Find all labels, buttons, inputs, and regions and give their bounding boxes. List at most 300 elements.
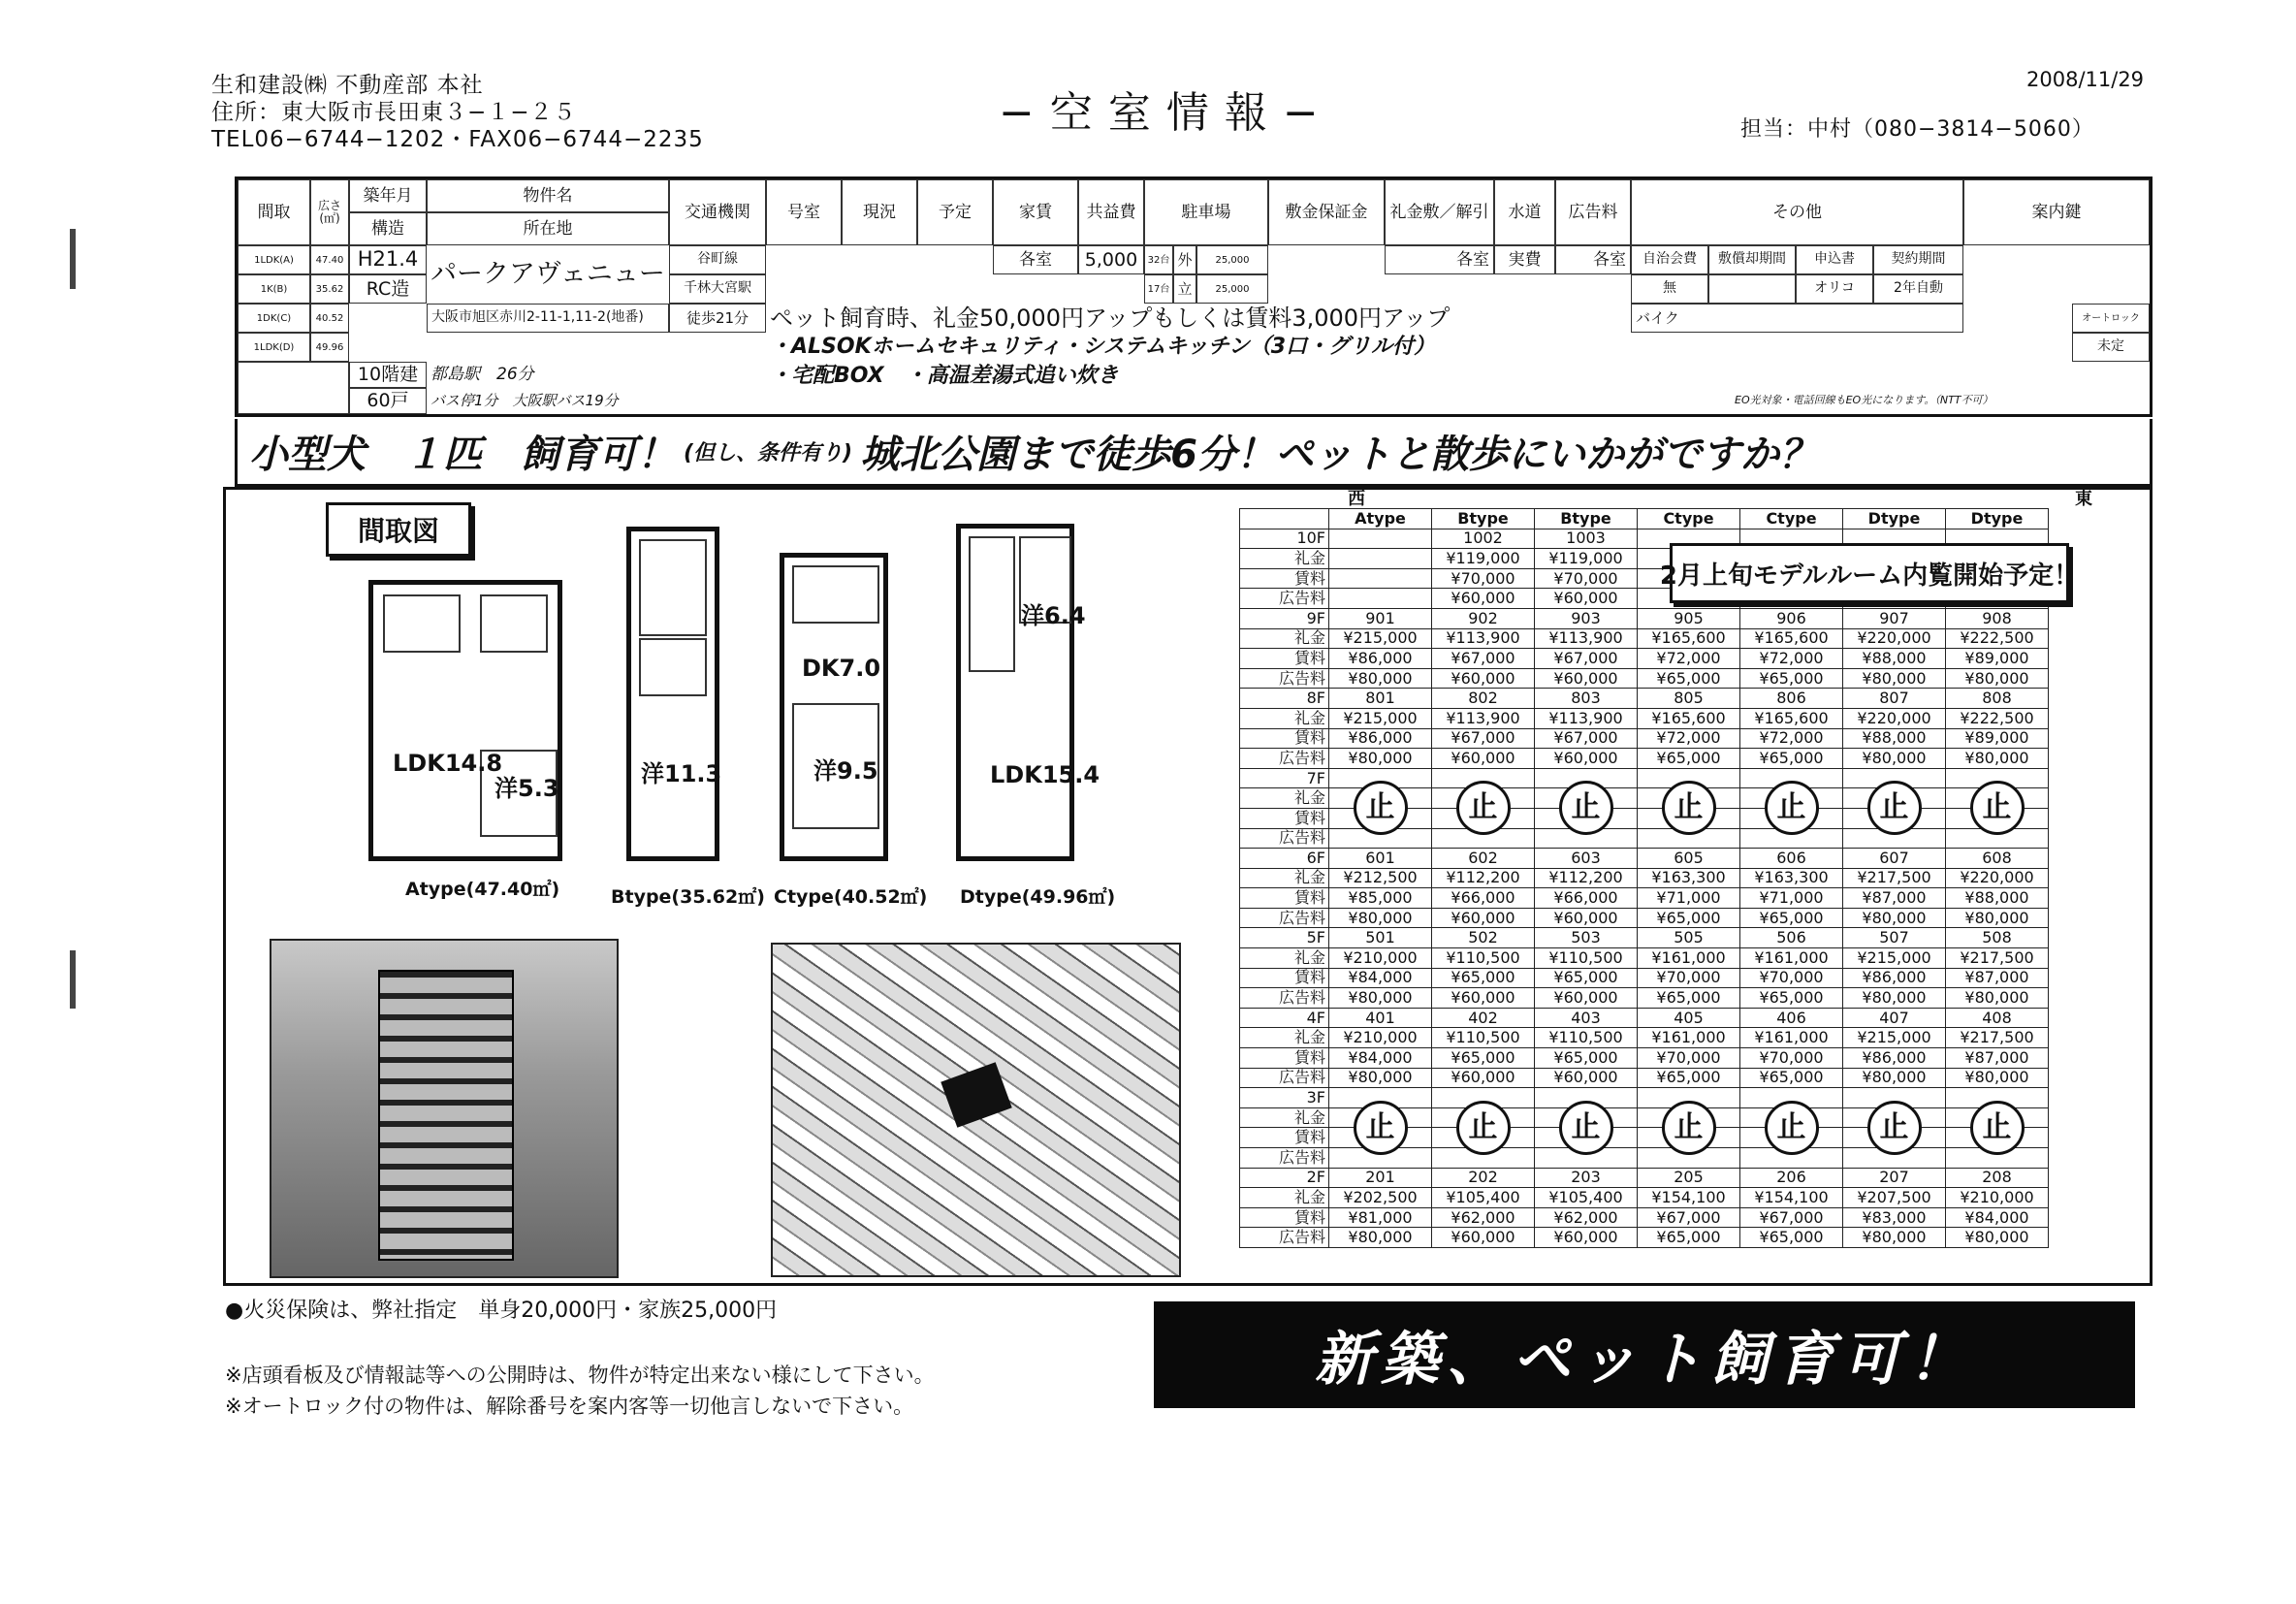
row-label: 広告料	[1240, 668, 1329, 689]
price-cell: ¥70,000	[1740, 968, 1843, 988]
pet-headline	[235, 419, 2152, 487]
company-name: 生和建設㈱ 不動産部 本社	[211, 73, 484, 98]
row-label: 賃料	[1240, 728, 1329, 749]
price-cell: ¥65,000	[1638, 1068, 1740, 1088]
price-cell: ¥80,000	[1843, 988, 1946, 1009]
price-cell: ¥80,000	[1946, 908, 2049, 928]
floorplan-c-label-1: DK7.0	[802, 655, 881, 682]
eo-notice: EO光対象・電話回線もEO光になります。（NTT不可）	[1735, 394, 1993, 407]
vacancy-row	[1240, 768, 2049, 788]
room-number: 201	[1329, 1168, 1432, 1188]
walk-time: 徒歩21分	[669, 304, 766, 333]
row-label: 広告料	[1240, 828, 1329, 849]
note-1: ※店頭看板及び情報誌等への公開時は、物件が特定出来ない様にして下さい。	[225, 1363, 935, 1387]
row-label: 賃料	[1240, 808, 1329, 828]
floorplan-b-caption: Btype(35.62㎡)	[611, 886, 765, 908]
floorplan-a-caption: Atype(47.40㎡)	[405, 879, 560, 900]
no-vacancy-stamp: 止	[1970, 781, 2025, 835]
room-number: 1003	[1535, 529, 1638, 549]
price-cell: ¥65,000	[1740, 749, 1843, 769]
pet-condition: ペット飼育時、礼金50,000円アップもしくは賃料3,000円アップ	[770, 304, 1451, 332]
header-other: その他	[1631, 179, 1963, 245]
price-cell: ¥217,500	[1946, 1028, 2049, 1048]
vacancy-row	[1240, 928, 2049, 948]
vacancy-row	[1240, 608, 2049, 628]
row-label: 礼金	[1240, 708, 1329, 728]
price-cell: ¥70,000	[1535, 568, 1638, 589]
price-cell: ¥161,000	[1638, 948, 1740, 969]
room-number: 603	[1535, 849, 1638, 869]
price-cell: ¥60,000	[1432, 668, 1535, 689]
price-cell: ¥215,000	[1329, 708, 1432, 728]
company-address: 住所：東大阪市長田東３−１−２５	[211, 100, 577, 125]
vacancy-row	[1240, 689, 2049, 709]
common-fee: 5,000	[1078, 245, 1144, 274]
price-cell: ¥65,000	[1638, 908, 1740, 928]
price-cell: ¥70,000	[1638, 1048, 1740, 1069]
row-label: 賃料	[1240, 968, 1329, 988]
scan-mark	[70, 950, 76, 1009]
price-cell: ¥210,000	[1946, 1188, 2049, 1208]
price-cell: ¥88,000	[1946, 888, 2049, 909]
room-number: 903	[1535, 608, 1638, 628]
floor-label: 7F	[1240, 768, 1329, 788]
price-cell: ¥154,100	[1638, 1188, 1740, 1208]
page-title: −空室情報−	[999, 88, 1334, 138]
vacancy-row	[1240, 1207, 2049, 1228]
promo-banner: 新築、ペット飼育可！	[1154, 1301, 2135, 1408]
vacancy-row	[1240, 1228, 2049, 1248]
room-number: 905	[1638, 608, 1740, 628]
price-cell: ¥84,000	[1329, 1048, 1432, 1069]
price-cell: ¥215,000	[1329, 628, 1432, 649]
structure: RC造	[349, 274, 427, 304]
price-cell: ¥80,000	[1946, 749, 2049, 769]
price-cell: ¥80,000	[1843, 1228, 1946, 1248]
price-cell: ¥119,000	[1535, 549, 1638, 569]
row-label: 賃料	[1240, 1207, 1329, 1228]
floor-count: 10階建	[349, 362, 427, 388]
vacancy-row	[1240, 868, 2049, 888]
floor-label: 3F	[1240, 1088, 1329, 1108]
headline-tail: 城北公園まで徒歩6分！ペットと散歩にいかがですか？	[860, 433, 1818, 477]
note-2: ※オートロック付の物件は、解除番号を案内客等一切他言しないで下さい。	[225, 1395, 914, 1418]
room-number: 801	[1329, 689, 1432, 709]
row-label: 賃料	[1240, 888, 1329, 909]
scan-mark	[70, 229, 76, 289]
price-cell: ¥220,000	[1843, 708, 1946, 728]
price-cell: ¥80,000	[1329, 1228, 1432, 1248]
price-cell: ¥65,000	[1740, 668, 1843, 689]
property-info-table	[235, 176, 2152, 417]
floorplan-d-caption: Dtype(49.96㎡)	[960, 886, 1116, 908]
price-cell: ¥110,500	[1432, 948, 1535, 969]
room-number: 208	[1946, 1168, 2049, 1188]
type-a-madori: 1LDK(A)	[238, 245, 310, 274]
price-cell: ¥85,000	[1329, 888, 1432, 909]
type-header: Btype	[1432, 509, 1535, 529]
price-cell: ¥112,200	[1432, 868, 1535, 888]
map-property-marker	[941, 1062, 1011, 1128]
header-room: 号室	[766, 179, 842, 245]
room-number: 602	[1432, 849, 1535, 869]
price-cell: ¥86,000	[1843, 968, 1946, 988]
room-number	[1329, 529, 1432, 549]
price-cell: ¥80,000	[1329, 749, 1432, 769]
no-vacancy-stamp: 止	[1970, 1101, 2025, 1155]
room-number: 607	[1843, 849, 1946, 869]
header-deposit: 敷金保証金	[1268, 179, 1385, 245]
price-cell: ¥161,000	[1638, 1028, 1740, 1048]
vacancy-row	[1240, 908, 2049, 928]
room-number: 501	[1329, 928, 1432, 948]
price-cell: ¥60,000	[1535, 1228, 1638, 1248]
type-header: Btype	[1535, 509, 1638, 529]
contact-person: 担当：中村（080−3814−5060）	[1740, 117, 2094, 142]
type-b-madori: 1K(B)	[238, 274, 310, 304]
company-info	[211, 72, 704, 153]
floor-label: 4F	[1240, 1008, 1329, 1028]
floor-label: 5F	[1240, 928, 1329, 948]
other-header-1: 自治会費	[1631, 245, 1708, 274]
type-header: Ctype	[1638, 509, 1740, 529]
price-cell: ¥60,000	[1432, 908, 1535, 928]
price-cell: ¥65,000	[1740, 908, 1843, 928]
no-vacancy-stamp: 止	[1559, 781, 1613, 835]
floorplan-a	[368, 580, 562, 861]
notes	[225, 1360, 935, 1422]
price-cell: ¥110,500	[1535, 948, 1638, 969]
room-number: 205	[1638, 1168, 1740, 1188]
price-cell: ¥60,000	[1535, 988, 1638, 1009]
price-cell: ¥65,000	[1535, 1048, 1638, 1069]
row-label: 広告料	[1240, 1228, 1329, 1248]
floorplan-b-label-1: 洋11.3	[641, 760, 722, 787]
property-name: パークアヴェニュー	[430, 259, 665, 290]
parking-type-2: 立	[1173, 274, 1196, 304]
room-number: 802	[1432, 689, 1535, 709]
price-cell: ¥222,500	[1946, 708, 2049, 728]
price-cell: ¥65,000	[1638, 1228, 1740, 1248]
type-header: Ctype	[1740, 509, 1843, 529]
model-room-callout: 2月上旬モデルルーム内覧開始予定！	[1670, 543, 2069, 603]
header-water: 水道	[1494, 179, 1555, 245]
floorplan-d	[956, 524, 1100, 861]
room-number: 508	[1946, 928, 2049, 948]
header-corner	[1240, 509, 1329, 529]
room-bath	[639, 638, 707, 696]
room-number: 507	[1843, 928, 1946, 948]
no-vacancy-stamp: 止	[1559, 1101, 1613, 1155]
price-cell: ¥80,000	[1946, 988, 2049, 1009]
vacancy-row	[1240, 988, 2049, 1009]
floor-label: 2F	[1240, 1168, 1329, 1188]
guide-autolock: オートロック	[2072, 304, 2150, 333]
price-cell: ¥86,000	[1843, 1048, 1946, 1069]
row-label: 広告料	[1240, 1068, 1329, 1088]
header-common: 共益費	[1078, 179, 1144, 245]
type-c-madori: 1DK(C)	[238, 304, 310, 333]
type-header: Dtype	[1946, 509, 2049, 529]
price-cell: ¥165,600	[1638, 708, 1740, 728]
vacancy-row	[1240, 1008, 2049, 1028]
type-b-area: 35.62	[310, 274, 349, 304]
room-number: 906	[1740, 608, 1843, 628]
price-cell: ¥67,000	[1535, 728, 1638, 749]
price-cell: ¥80,000	[1329, 988, 1432, 1009]
price-cell: ¥67,000	[1638, 1207, 1740, 1228]
price-cell: ¥67,000	[1535, 649, 1638, 669]
room-number: 808	[1946, 689, 2049, 709]
header-ad-fee: 広告料	[1555, 179, 1631, 245]
price-cell: ¥65,000	[1740, 1228, 1843, 1248]
price-cell: ¥212,500	[1329, 868, 1432, 888]
price-cell: ¥62,000	[1535, 1207, 1638, 1228]
price-cell	[1329, 568, 1432, 589]
type-d-area: 49.96	[310, 333, 349, 362]
price-cell: ¥165,600	[1740, 628, 1843, 649]
price-cell: ¥113,900	[1432, 628, 1535, 649]
price-cell: ¥60,000	[1535, 908, 1638, 928]
row-label: 広告料	[1240, 1148, 1329, 1169]
building-photo	[270, 939, 619, 1278]
property-address: 大阪市旭区赤川2-11-1,11-2(地番)	[427, 304, 669, 333]
no-vacancy-stamp: 止	[1354, 781, 1408, 835]
other-header-3: 申込書	[1796, 245, 1873, 274]
room-number: 405	[1638, 1008, 1740, 1028]
price-cell: ¥72,000	[1740, 728, 1843, 749]
room-number: 407	[1843, 1008, 1946, 1028]
room-number: 401	[1329, 1008, 1432, 1028]
rent-value: 各室	[993, 245, 1078, 274]
price-cell: ¥88,000	[1843, 649, 1946, 669]
price-cell: ¥112,200	[1535, 868, 1638, 888]
price-cell: ¥80,000	[1843, 668, 1946, 689]
parking-count-1: 32台	[1144, 245, 1173, 274]
floorplan-c	[780, 553, 888, 861]
no-vacancy-stamp: 止	[1662, 781, 1716, 835]
document-date: 2008/11/29	[2026, 68, 2145, 91]
price-cell: ¥62,000	[1432, 1207, 1535, 1228]
built-date: H21.4	[349, 245, 427, 274]
price-cell: ¥110,500	[1535, 1028, 1638, 1048]
row-label: 礼金	[1240, 1188, 1329, 1208]
price-cell: ¥113,900	[1535, 628, 1638, 649]
price-cell: ¥113,900	[1432, 708, 1535, 728]
price-cell: ¥217,500	[1946, 948, 2049, 969]
price-cell: ¥60,000	[1432, 1228, 1535, 1248]
room-number: 406	[1740, 1008, 1843, 1028]
header-madori: 間取	[238, 179, 310, 245]
price-cell: ¥65,000	[1740, 988, 1843, 1009]
price-cell: ¥70,000	[1638, 968, 1740, 988]
price-cell: ¥222,500	[1946, 628, 2049, 649]
floor-label: 10F	[1240, 529, 1329, 549]
price-cell: ¥165,600	[1638, 628, 1740, 649]
floor-label: 8F	[1240, 689, 1329, 709]
price-cell: ¥88,000	[1843, 728, 1946, 749]
room-number: 908	[1946, 608, 2049, 628]
row-label: 礼金	[1240, 948, 1329, 969]
room-number: 505	[1638, 928, 1740, 948]
feature-line-1: ・ALSOKホームセキュリティ・システムキッチン（3口・グリル付）	[770, 334, 1436, 359]
price-cell: ¥71,000	[1740, 888, 1843, 909]
price-cell: ¥163,300	[1740, 868, 1843, 888]
no-vacancy-stamp: 止	[1456, 1101, 1511, 1155]
price-cell: ¥89,000	[1946, 728, 2049, 749]
header-area: 広さ(㎡)	[310, 179, 349, 245]
price-cell: ¥87,000	[1843, 888, 1946, 909]
vacancy-row	[1240, 649, 2049, 669]
room-number: 203	[1535, 1168, 1638, 1188]
price-cell: ¥154,100	[1740, 1188, 1843, 1208]
no-vacancy-stamp: 止	[1867, 781, 1922, 835]
row-label: 広告料	[1240, 749, 1329, 769]
price-cell: ¥84,000	[1329, 968, 1432, 988]
header-name: 物件名	[427, 179, 669, 212]
room-number: 206	[1740, 1168, 1843, 1188]
bus-info: バス停1分 大阪駅バス19分	[430, 392, 619, 410]
room-number: 408	[1946, 1008, 2049, 1028]
vacancy-row	[1240, 1028, 2049, 1048]
no-vacancy-stamp: 止	[1354, 1101, 1408, 1155]
room-number: 901	[1329, 608, 1432, 628]
header-year: 築年月	[349, 179, 427, 212]
no-vacancy-stamp: 止	[1456, 781, 1511, 835]
no-vacancy-stamp: 止	[1867, 1101, 1922, 1155]
row-label: 賃料	[1240, 1048, 1329, 1069]
type-header: Atype	[1329, 509, 1432, 529]
price-cell: ¥87,000	[1946, 1048, 2049, 1069]
room-bath	[480, 594, 548, 653]
price-cell: ¥161,000	[1740, 1028, 1843, 1048]
price-cell: ¥80,000	[1946, 1228, 2049, 1248]
floorplan-a-label-2: 洋5.3	[494, 775, 559, 802]
price-cell: ¥113,900	[1535, 708, 1638, 728]
room-bath	[969, 536, 1015, 672]
vacancy-row	[1240, 828, 2049, 849]
no-vacancy-stamp: 止	[1765, 1101, 1819, 1155]
station-info: 都島駅 26分	[430, 365, 534, 385]
price-cell: ¥65,000	[1740, 1068, 1843, 1088]
vacancy-row	[1240, 1148, 2049, 1169]
bike-parking: バイク	[1631, 304, 1963, 333]
price-cell: ¥83,000	[1843, 1207, 1946, 1228]
row-label: 礼金	[1240, 1107, 1329, 1128]
other-header-2: 敷償却期間	[1708, 245, 1796, 274]
price-cell: ¥119,000	[1432, 549, 1535, 569]
room-number: 502	[1432, 928, 1535, 948]
price-cell: ¥80,000	[1946, 668, 2049, 689]
room-number: 1002	[1432, 529, 1535, 549]
row-label: 賃料	[1240, 568, 1329, 589]
room-number: 503	[1535, 928, 1638, 948]
room-number: 403	[1535, 1008, 1638, 1028]
type-header: Dtype	[1843, 509, 1946, 529]
room-kitchen	[383, 594, 461, 653]
row-label: 広告料	[1240, 988, 1329, 1009]
price-cell: ¥80,000	[1843, 908, 1946, 928]
price-cell: ¥80,000	[1843, 749, 1946, 769]
price-cell: ¥210,000	[1329, 948, 1432, 969]
row-label: 賃料	[1240, 649, 1329, 669]
header-transport: 交通機関	[669, 179, 766, 245]
room-number: 805	[1638, 689, 1740, 709]
no-vacancy-stamp: 止	[1765, 781, 1819, 835]
price-cell: ¥105,400	[1432, 1188, 1535, 1208]
room-bath	[792, 565, 879, 624]
price-cell: ¥81,000	[1329, 1207, 1432, 1228]
price-cell: ¥80,000	[1329, 1068, 1432, 1088]
compass-west: 西	[1348, 489, 1365, 509]
vacancy-row	[1240, 1048, 2049, 1069]
type-a-area: 47.40	[310, 245, 349, 274]
price-cell: ¥220,000	[1946, 868, 2049, 888]
price-cell: ¥71,000	[1638, 888, 1740, 909]
price-cell: ¥161,000	[1740, 948, 1843, 969]
price-cell: ¥65,000	[1638, 668, 1740, 689]
row-label: 礼金	[1240, 788, 1329, 809]
vacancy-row	[1240, 728, 2049, 749]
vacancy-row	[1240, 1168, 2049, 1188]
vacancy-row	[1240, 1088, 2049, 1108]
vacancy-row	[1240, 888, 2049, 909]
price-cell: ¥215,000	[1843, 1028, 1946, 1048]
price-cell: ¥65,000	[1432, 1048, 1535, 1069]
price-cell: ¥60,000	[1535, 749, 1638, 769]
price-cell: ¥67,000	[1740, 1207, 1843, 1228]
price-cell: ¥72,000	[1638, 649, 1740, 669]
price-cell: ¥60,000	[1432, 749, 1535, 769]
unit-count: 60戸	[349, 388, 427, 414]
guide-key: 未定	[2072, 333, 2150, 362]
other-header-4: 契約期間	[1873, 245, 1963, 274]
parking-type-1: 外	[1173, 245, 1196, 274]
room-number: 601	[1329, 849, 1432, 869]
price-cell: ¥87,000	[1946, 968, 2049, 988]
header-struct: 構造	[349, 212, 427, 245]
floorplan-a-label-1: LDK14.8	[393, 750, 503, 777]
price-cell: ¥86,000	[1329, 649, 1432, 669]
room-number: 207	[1843, 1168, 1946, 1188]
row-label: 礼金	[1240, 628, 1329, 649]
price-cell: ¥60,000	[1432, 988, 1535, 1009]
price-cell	[1329, 549, 1432, 569]
floorplan-b	[626, 527, 722, 861]
price-cell: ¥217,500	[1843, 868, 1946, 888]
vacancy-type-header	[1240, 509, 2049, 529]
price-cell: ¥66,000	[1535, 888, 1638, 909]
parking-price-2: 25,000	[1196, 274, 1268, 304]
price-cell	[1329, 589, 1432, 609]
insurance-note: ●火災保険は、弊社指定 単身20,000円・家族25,000円	[225, 1299, 778, 1323]
vacancy-row	[1240, 968, 2049, 988]
price-cell: ¥67,000	[1432, 728, 1535, 749]
price-cell: ¥110,500	[1432, 1028, 1535, 1048]
price-cell: ¥163,300	[1638, 868, 1740, 888]
price-cell: ¥72,000	[1740, 649, 1843, 669]
floorplan-d-label-1: 洋6.4	[1021, 602, 1086, 629]
room-number: 907	[1843, 608, 1946, 628]
no-vacancy-stamp: 止	[1662, 1101, 1716, 1155]
price-cell: ¥207,500	[1843, 1188, 1946, 1208]
price-cell: ¥67,000	[1432, 649, 1535, 669]
floorplan-c-caption: Ctype(40.52㎡)	[774, 886, 928, 908]
vacancy-row	[1240, 749, 2049, 769]
price-cell: ¥105,400	[1535, 1188, 1638, 1208]
room-number: 807	[1843, 689, 1946, 709]
vacancy-row	[1240, 668, 2049, 689]
